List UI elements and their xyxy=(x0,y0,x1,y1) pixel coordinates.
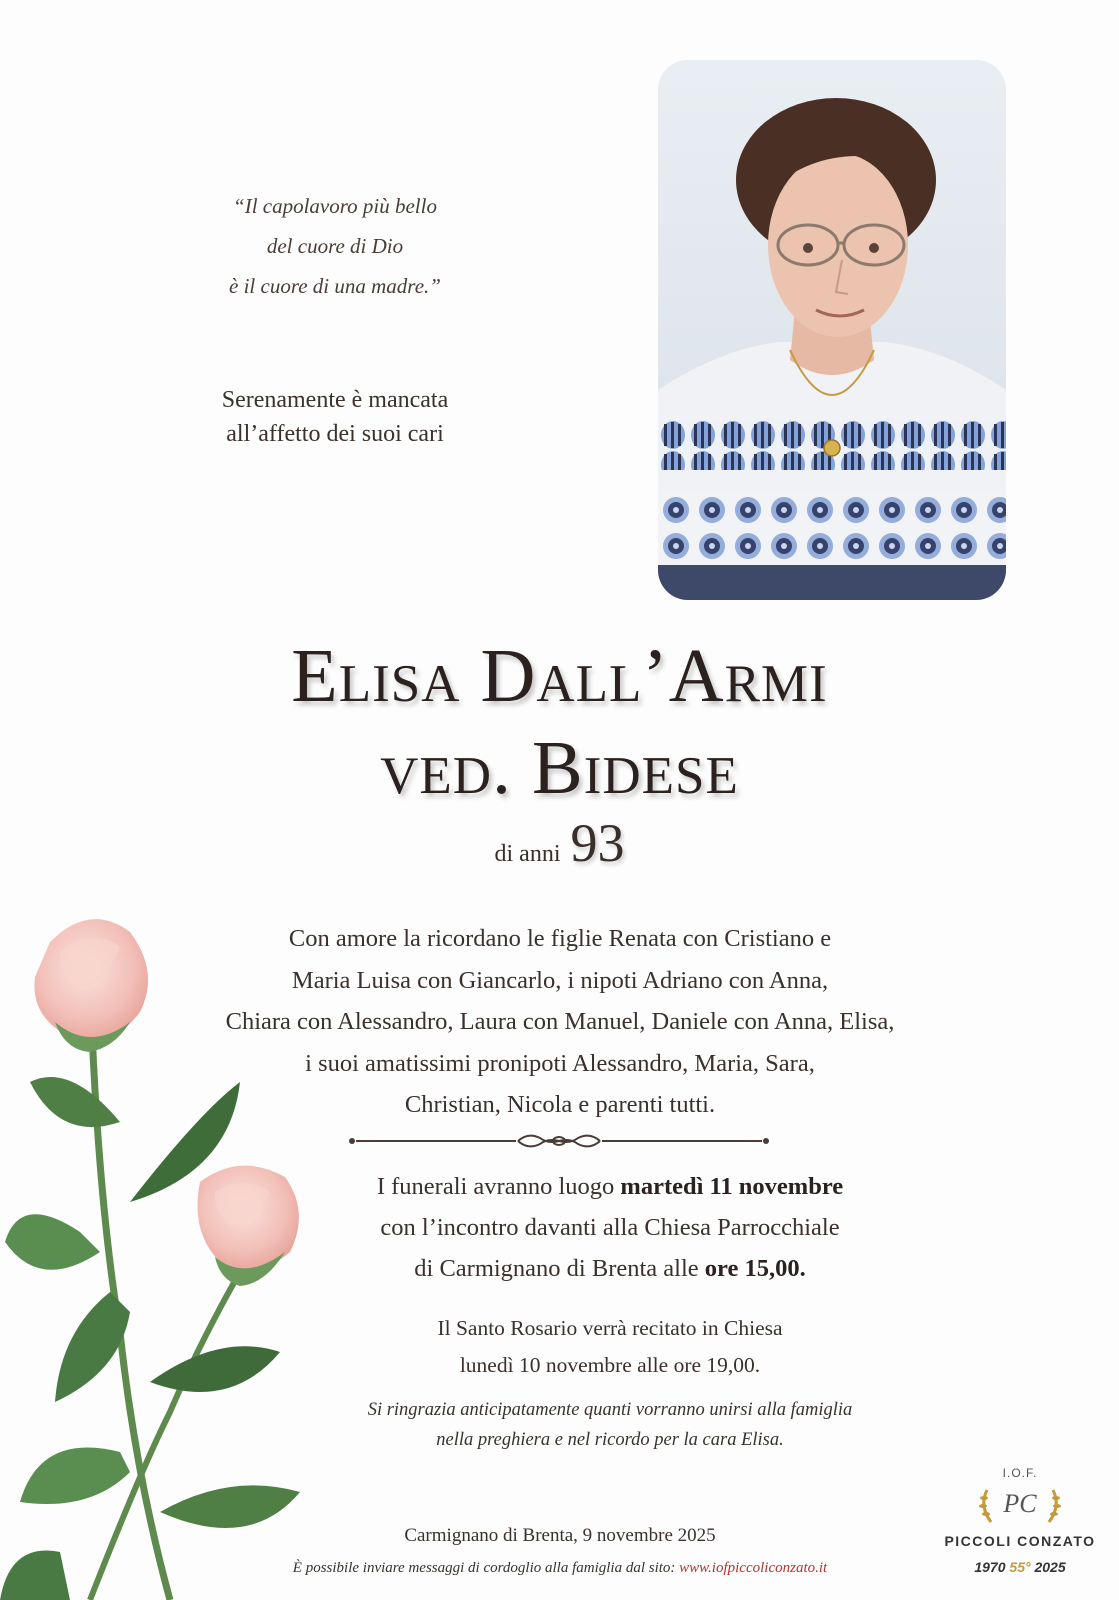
deceased-name xyxy=(0,630,1119,722)
family-line: Chiara con Alessandro, Laura con Manuel, Daniele con Anna, Elisa, xyxy=(225,1008,895,1035)
age-line xyxy=(0,812,1119,874)
funeral-home-logo xyxy=(930,1466,1110,1575)
thanks-line: Si ringrazia anticipatamente quanti vorranno unirsi alla famiglia xyxy=(367,1400,853,1420)
condolence-site-link[interactable]: www.iofpiccoliconzato.it xyxy=(679,1560,828,1576)
age-value: 93 xyxy=(570,813,625,873)
name-line-2: ved. Bidese xyxy=(380,726,739,810)
portrait-photo xyxy=(658,60,1006,600)
anniversary-years: 1970 55° 2025 xyxy=(974,1559,1066,1575)
quote-line: “Il capolavoro più bello xyxy=(233,194,437,218)
rosary-details xyxy=(190,1310,1030,1384)
age-prefix: di anni xyxy=(494,841,561,867)
family-line: Christian, Nicola e parenti tutti. xyxy=(404,1091,716,1118)
iof-label: I.O.F. xyxy=(1002,1466,1038,1480)
family-line: Maria Luisa con Giancarlo, i nipoti Adriano con Anna, xyxy=(291,966,829,994)
laurel-monogram-icon xyxy=(975,1480,1065,1526)
funeral-time: ore 15,00. xyxy=(704,1255,806,1282)
funeral-details xyxy=(190,1166,1030,1289)
name-line-1: Elisa Dall’Armi xyxy=(291,634,828,718)
portrait-illustration xyxy=(658,60,1006,600)
family-line: Con amore la ricordano le figlie Renata con Cristiano e xyxy=(288,925,832,952)
monogram-text: PC xyxy=(1003,1489,1037,1518)
condolence-note: È possibile inviare messaggi di cordoglio alla famiglia dal sito: www.iofpiccoliconzato.it xyxy=(292,1560,828,1576)
intro-line: Serenamente è mancata xyxy=(221,387,449,413)
ornamental-divider xyxy=(348,1130,770,1152)
thanks-line: nella preghiera e nel ricordo per la cara Elisa. xyxy=(436,1430,784,1450)
funeral-date: martedì 11 novembre xyxy=(620,1173,844,1200)
deceased-surname-married xyxy=(0,722,1119,814)
funeral-line-1: I funerali avranno luogo martedì 11 novembre xyxy=(376,1173,844,1200)
epigraph-quote xyxy=(150,186,520,306)
quote-line: è il cuore di una madre.” xyxy=(229,274,441,298)
intro-line: all’affetto dei suoi cari xyxy=(226,421,444,447)
quote-line: del cuore di Dio xyxy=(266,234,404,258)
brand-name: PICCOLI CONZATO xyxy=(944,1533,1096,1549)
rosary-line: Il Santo Rosario verrà recitato in Chiesa xyxy=(437,1316,783,1340)
rosary-line: lunedì 10 novembre alle ore 19,00. xyxy=(459,1353,761,1377)
thanks-note xyxy=(190,1395,1030,1455)
family-announcement xyxy=(140,918,980,1126)
family-line: i suoi amatissimi pronipoti Alessandro, Maria, Sara, xyxy=(305,1049,815,1077)
place-and-date: Carmignano di Brenta, 9 novembre 2025 xyxy=(404,1525,716,1546)
intro-text xyxy=(150,383,520,451)
funeral-line-3: di Carmignano di Brenta alle ore 15,00. xyxy=(414,1255,806,1282)
funeral-line-2: con l’incontro davanti alla Chiesa Parrocchiale xyxy=(380,1214,840,1241)
